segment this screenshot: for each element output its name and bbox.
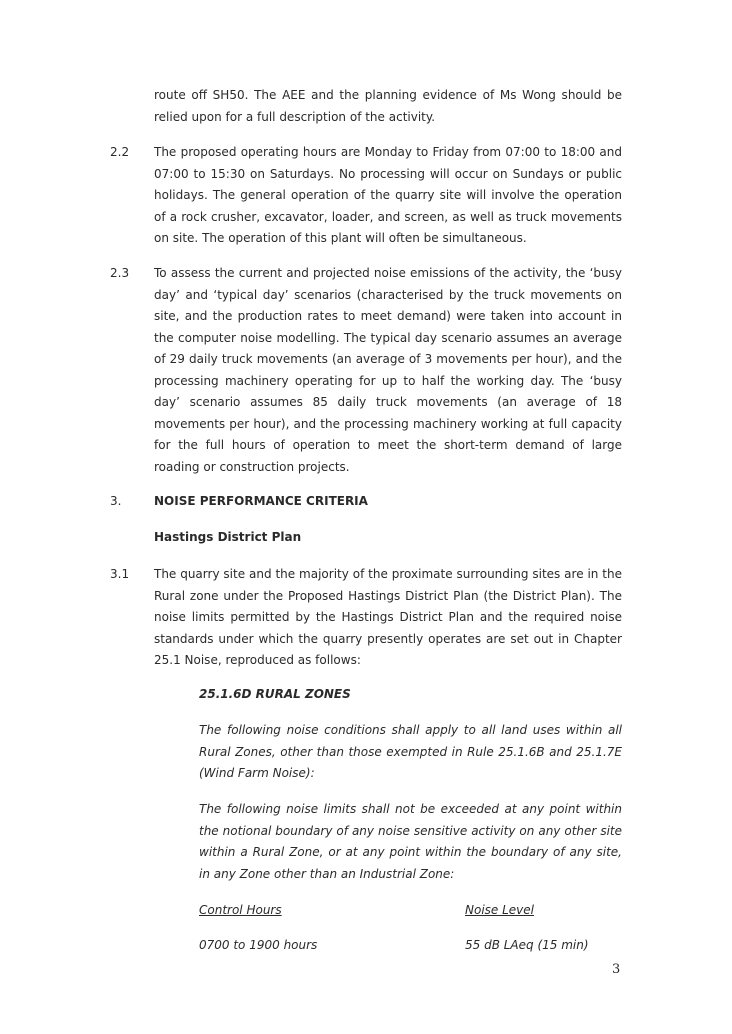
section-2-3-paragraph: To assess the current and projected noise emissions of the activity, the ‘busy day’ and ‘typical day’ scenarios (characterised by the truck movements on site, and the production rates to meet demand) were taken into account in the computer noise modelling. The typical day scenario assumes an average of 29 daily truck movements (an average of 3 movements per hour), and the processing machinery operating for up to half the working day. The ‘busy day’ scenario assumes 85 daily truck movements (an average of 18 movements per hour), and the processing machinery working at full capacity for the full hours of operation to meet the short-term demand of large roading or construction projects. <box>154 266 622 474</box>
section-number-3-1: 3.1 <box>110 567 130 581</box>
heading-noise-performance-criteria: NOISE PERFORMANCE CRITERIA <box>154 494 368 508</box>
page-number: 3 <box>612 962 621 977</box>
subheading-hastings-district-plan: Hastings District Plan <box>154 530 302 544</box>
section-number-2-2: 2.2 <box>110 145 130 159</box>
control-hours-value: 0700 to 1900 hours <box>199 938 318 952</box>
quote-title-rural-zones: 25.1.6D RURAL ZONES <box>199 687 351 701</box>
quote-paragraph-2: The following noise limits shall not be exceeded at any point within the notional boundary of any noise sensitive activity on any other site within a Rural Zone, or at any point within the boundary of any site, in any Zone other than an Industrial Zone: <box>199 802 622 881</box>
quote-paragraph-1: The following noise conditions shall apply to all land uses within all Rural Zones, other than those exempted in Rule 25.1.6B and 25.1.7E (Wind Farm Noise): <box>199 723 622 780</box>
heading-3-number: 3. <box>110 494 122 508</box>
section-2-2-paragraph: The proposed operating hours are Monday to Friday from 07:00 to 18:00 and 07:00 to 15:30 on Saturdays. No processing will occur on Sundays or public holidays. The general operation of the quarry site will involve the operation of a rock crusher, excavator, loader, and screen, as well as truck movements on site. The operation of this plant will often be simultaneous. <box>154 145 622 245</box>
noise-level-value: 55 dB LAeq (15 min) <box>465 938 589 952</box>
control-hours-header: Control Hours <box>199 903 282 917</box>
section-3-1-paragraph: The quarry site and the majority of the proximate surrounding sites are in the Rural zone under the Proposed Hastings District Plan (the District Plan). The noise limits permitted by the Hastings District Plan and the required noise standards under which the quarry presently operates are set out in Chapter 25.1 Noise, reproduced as follows: <box>154 567 622 667</box>
continuation-paragraph: route off SH50. The AEE and the planning evidence of Ms Wong should be relied upon for a full description of the activity. <box>154 88 622 124</box>
noise-level-header: Noise Level <box>465 903 534 917</box>
section-number-2-3: 2.3 <box>110 266 130 280</box>
